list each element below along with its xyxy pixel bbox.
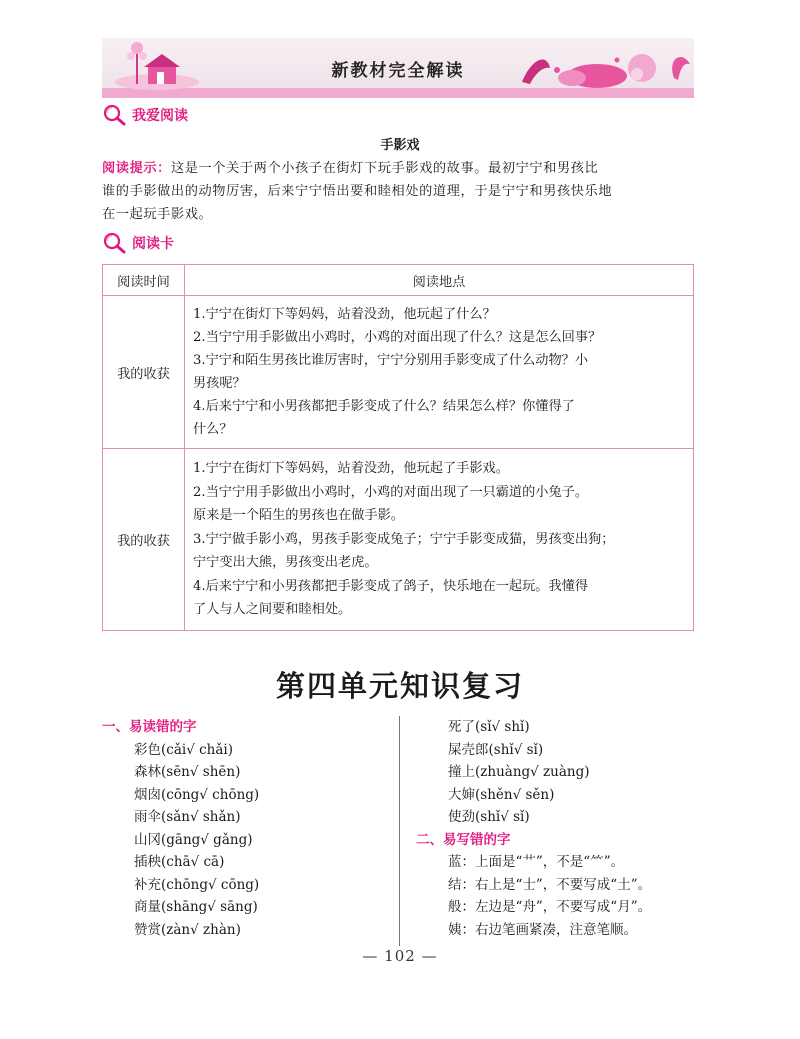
- list-item: 死了(sǐ√ shǐ): [448, 719, 530, 735]
- hint-line: 在一起玩手影戏。: [102, 207, 213, 222]
- question-line: 3.宁宁和陌生男孩比谁厉害时，宁宁分别用手影变成了什么动物？小: [193, 353, 589, 368]
- magnifier-icon: [102, 104, 128, 126]
- section-label: 阅读卡: [132, 236, 174, 252]
- page-number: — 102 —: [362, 947, 438, 965]
- answer-line: 了人与人之间要和睦相处。: [193, 602, 352, 617]
- hint-label: 阅读提示：: [102, 161, 171, 176]
- list-item: 烟囱(cōng√ chōng): [134, 786, 260, 803]
- header-banner: [102, 38, 694, 100]
- review-right-column: [416, 716, 706, 941]
- miswrite-heading: 二、易写错的字: [416, 831, 511, 848]
- question-line: 1.宁宁在街灯下等妈妈，站着没劲，他玩起了什么？: [193, 307, 496, 322]
- reading-hint: [102, 157, 694, 226]
- question-line: 4.后来宁宁和小男孩都把手影变成了什么？结果怎么样？你懂得了: [193, 399, 575, 414]
- banner-title: 新教材完全解读: [331, 61, 465, 81]
- table-header-row: [103, 265, 694, 296]
- table-row: [103, 449, 694, 631]
- magnifier-icon: [102, 232, 128, 254]
- row-label: 我的收获: [103, 296, 185, 449]
- answer-line: 4.后来宁宁和小男孩都把手影变成了鸽子，快乐地在一起玩。我懂得: [193, 578, 589, 594]
- section-head-card: [102, 232, 174, 254]
- hint-line: 这是一个关于两个小孩子在街灯下玩手影戏的故事。最初宁宁和男孩比: [170, 161, 599, 176]
- list-item: 补充(chōng√ cōng): [134, 876, 260, 893]
- list-item: 结：右上是“士”，不要写成“土”。: [448, 876, 652, 893]
- list-item: 般：左边是“舟”，不要写成“月”。: [448, 899, 652, 915]
- section-label: 我爱阅读: [132, 108, 188, 124]
- list-item: 插秧(chā√ cā): [134, 854, 225, 870]
- column-divider: [399, 716, 400, 946]
- answer-line: 原来是一个陌生的男孩也在做手影。: [193, 508, 404, 523]
- answer-line: 2.当宁宁用手影做出小鸡时，小鸡的对面出现了一只霸道的小兔子。: [193, 484, 589, 500]
- list-item: 赞赏(zàn√ zhàn): [134, 921, 241, 938]
- question-line: 2.当宁宁用手影做出小鸡时，小鸡的对面出现了什么？这是怎么回事？: [193, 330, 602, 345]
- list-item: 撞上(zhuàng√ zuàng): [448, 764, 590, 780]
- question-line: 什么？: [193, 422, 233, 437]
- list-item: 大婶(shěn√ sěn): [448, 786, 555, 803]
- table-row: [103, 296, 694, 449]
- question-line: 男孩呢？: [193, 376, 246, 391]
- header-cell-place: 阅读地点: [185, 265, 694, 296]
- row-label: 我的收获: [103, 449, 185, 631]
- reading-card-table: [102, 264, 694, 631]
- hint-line: 谁的手影做出的动物厉害，后来宁宁悟出要和睦相处的道理，于是宁宁和男孩快乐地: [102, 184, 613, 199]
- list-item: 商量(shāng√ sāng): [134, 899, 258, 915]
- misread-heading: 一、易读错的字: [102, 719, 197, 735]
- story-title: 手影戏: [380, 138, 420, 153]
- section-head-reading: [102, 104, 188, 126]
- review-left-column: [102, 716, 392, 941]
- header-cell-time: 阅读时间: [103, 265, 185, 296]
- questions-cell: [185, 296, 694, 449]
- list-item: 使劲(shǐ√ sǐ): [448, 809, 530, 825]
- answer-line: 3.宁宁做手影小鸡，男孩手影变成兔子；宁宁手影变成猫，男孩变出狗；: [193, 531, 615, 547]
- list-item: 屎壳郎(shǐ√ sǐ): [448, 741, 544, 758]
- list-item: 雨伞(sǎn√ shǎn): [134, 809, 241, 825]
- list-item: 蓝：上面是“艹”，不是“⺮”。: [448, 854, 625, 870]
- unit-review-title: 第四单元知识复习: [275, 669, 524, 703]
- list-item: 姨：右边笔画紧凑，注意笔顺。: [448, 921, 637, 938]
- answer-line: 宁宁变出大熊，男孩变出老虎。: [193, 555, 378, 570]
- answer-line: 1.宁宁在街灯下等妈妈，站着没劲，他玩起了手影戏。: [193, 461, 509, 476]
- list-item: 森林(sēn√ shēn): [134, 764, 241, 780]
- answers-cell: [185, 449, 694, 631]
- list-item: 山冈(gāng√ gǎng): [134, 831, 253, 848]
- list-item: 彩色(cǎi√ chǎi): [134, 741, 233, 758]
